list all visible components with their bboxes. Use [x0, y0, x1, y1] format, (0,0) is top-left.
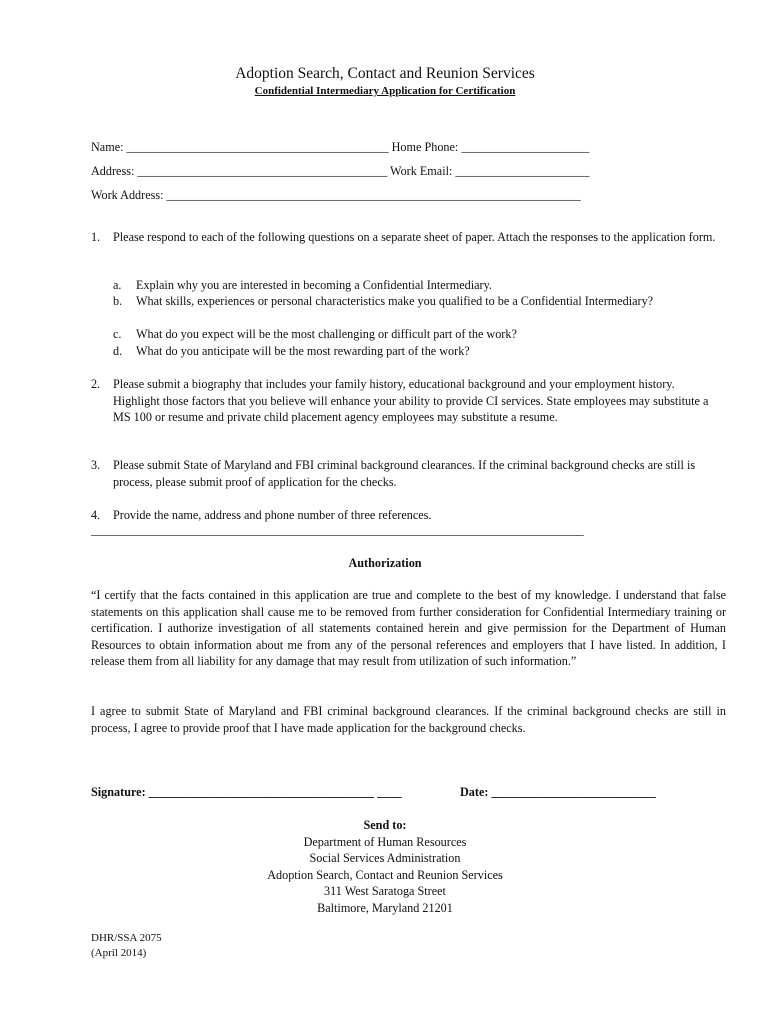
date-field[interactable]: Date: ___________________________	[460, 785, 656, 799]
question-text: Please submit State of Maryland and FBI criminal background clearances. If the criminal background checks are still is process, please submit proof of application for the checks.	[113, 458, 696, 489]
subitem-text: Explain why you are interested in becoming a Confidential Intermediary.	[136, 278, 492, 292]
send-to-line: Department of Human Resources	[303, 834, 467, 849]
form-number: DHR/SSA 2075	[91, 932, 162, 944]
form-revision: (April 2014)	[91, 947, 147, 959]
subitem-letter: b.	[113, 294, 123, 308]
background-check-agreement: I agree to submit State of Maryland and FBI criminal background clearances. If the criminal background checks are still in process, I agree to provide proof that I have made application for the background checks.	[91, 704, 726, 735]
form-footer	[91, 931, 162, 961]
address-work-email-field[interactable]: Address: _________________________________________ Work Email: ______________________	[91, 164, 590, 178]
send-to-heading: Send to:	[363, 818, 407, 832]
subitem-letter: a.	[113, 278, 122, 292]
question-text: Please submit a biography that includes your family history, educational background and your employment history. Highlight those factors that you believe will enhance your ability to provide CI services. State employees may substitute a MS 100 or resume and private child placement agency employees may substitute a resume.	[113, 377, 709, 424]
send-to-line: 311 West Saratoga Street	[324, 884, 446, 898]
page-subtitle: Confidential Intermediary Application for Certification	[254, 85, 516, 97]
page-title: Adoption Search, Contact and Reunion Services	[235, 65, 535, 82]
question-3	[91, 457, 721, 490]
send-to-address	[0, 817, 770, 916]
question-text: Please respond to each of the following questions on a separate sheet of paper. Attach the responses to the application form.	[113, 230, 716, 244]
question-number: 1.	[91, 230, 101, 244]
question-number: 4.	[91, 508, 101, 522]
subitem-letter: d.	[113, 344, 123, 358]
subitem-letter: c.	[113, 327, 122, 341]
question-2	[91, 376, 721, 426]
question-1a	[113, 277, 713, 294]
subitem-text: What do you expect will be the most challenging or difficult part of the work?	[136, 327, 517, 341]
question-1d	[113, 343, 713, 360]
name-home-phone-field[interactable]: Name: ___________________________________________ Home Phone: _____________________	[91, 140, 590, 154]
question-1c	[113, 326, 713, 343]
send-to-line: Social Services Administration	[309, 851, 461, 865]
work-address-field[interactable]: Work Address: ____________________________________________________________________	[91, 188, 581, 202]
send-to-line: Baltimore, Maryland 21201	[317, 900, 453, 915]
authorization-heading: Authorization	[348, 556, 422, 570]
references-entry-line[interactable]: ________________________________________________________________________________________	[91, 523, 584, 537]
question-text: Provide the name, address and phone number of three references.	[113, 508, 432, 522]
question-1	[91, 229, 721, 246]
certification-statement: “I certify that the facts contained in this application are true and complete to the best of my knowledge. I understand that false statements on this application shall cause me to be removed from further consideration for Confidential Intermediary training or certification. I authorize investigation of all statements contained herein and give permission for the Department of Human Resources to obtain information about me from any of the personal references and employers that I have listed. In addition, I release them from all liability for any damage that may result from utilization of such information.”	[91, 588, 726, 668]
question-number: 3.	[91, 458, 101, 472]
subitem-text: What do you anticipate will be the most rewarding part of the work?	[136, 344, 470, 358]
subitem-text: What skills, experiences or personal characteristics make you qualified to be a Confidential Intermediary?	[136, 294, 654, 308]
send-to-line: Adoption Search, Contact and Reunion Services	[267, 867, 503, 882]
signature-field[interactable]: Signature: _____________________________________ ____	[91, 785, 402, 799]
question-1b	[113, 293, 713, 310]
question-number: 2.	[91, 377, 101, 391]
